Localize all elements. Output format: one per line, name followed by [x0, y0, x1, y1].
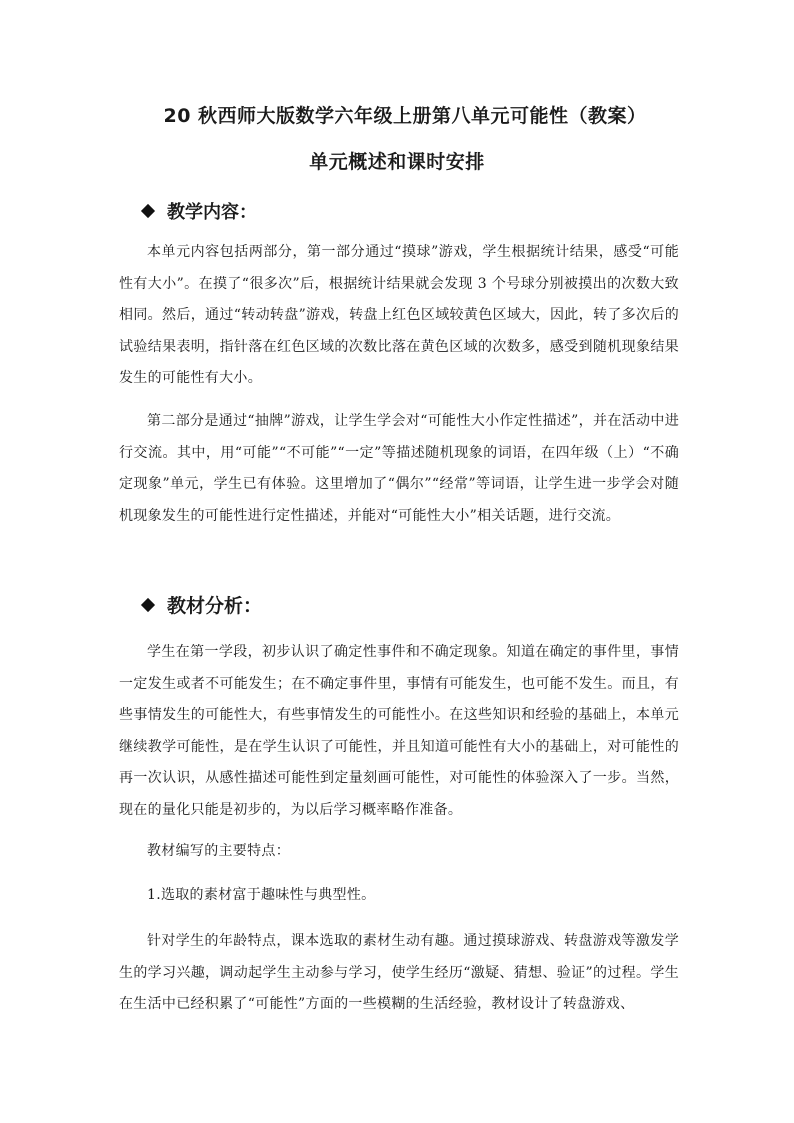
document-title: 20 秋西师大版数学六年级上册第八单元可能性（教案） — [163, 105, 647, 127]
list-item: 1.选取的素材富于趣味性与典型性。 — [147, 887, 376, 903]
diamond-bullet-icon — [141, 204, 155, 218]
document-subtitle: 单元概述和课时安排 — [309, 151, 485, 173]
paragraph: 针对学生的年龄特点，课本选取的素材生动有趣。通过摸球游戏、转盘游戏等激发学生的学习兴趣，调动起学生主动参与学习，使学生经历“激疑、猜想、验证”的过程。学生在生活中已经积累了“可能性”方面的一些模糊的生活经验，教材设计了转盘游戏、 — [119, 933, 679, 1012]
paragraph-line: 教材编写的主要特点： — [147, 843, 290, 859]
section-heading-material-analysis — [140, 591, 262, 618]
section-heading-label: 教学内容： — [167, 202, 257, 223]
diamond-bullet-icon — [141, 597, 155, 611]
section-heading-teaching-content — [140, 198, 257, 224]
section-heading-label: 教材分析： — [167, 595, 263, 617]
paragraph: 学生在第一学段，初步认识了确定性事件和不确定现象。知道在确定的事件里，事情一定发生或者不可能发生；在不确定事件里，事情有可能发生，也可能不发生。而且，有些事情发生的可能性大，有些事情发生的可能性小。在这些知识和经验的基础上，本单元继续教学可能性，是在学生认识了可能性，并且知道可能性有大小的基础上，对可能性的再一次认识，从感性描述可能性到定量刻画可能性，对可能性的体验深入了一步。当然，现在的量化只能是初步的，为以后学习概率略作准备。 — [119, 644, 679, 818]
paragraph: 第二部分是通过“抽牌”游戏，让学生学会对“可能性大小作定性描述”，并在活动中进行交流。其中，用“可能”“不可能”“一定”等描述随机现象的词语，在四年级（上）“不确定现象”单元，学生已有体验。这里增加了“偶尔”“经常”等词语，让学生进一步学会对随机现象发生的可能性进行定性描述，并能对“可能性大小”相关话题，进行交流。 — [119, 413, 679, 524]
paragraph: 本单元内容包括两部分，第一部分通过“摸球”游戏，学生根据统计结果，感受“可能性有大小”。在摸了“很多次”后，根据统计结果就会发现 3 个号球分别被摸出的次数大致相同。然后，通过“转动转盘”游戏，转盘上红色区域较黄色区域大，因此，转了多次后的试验结果表明，指针落在红色区域的次数比落在黄色区域的次数多，感受到随机现象结果发生的可能性有大小。 — [119, 244, 679, 386]
